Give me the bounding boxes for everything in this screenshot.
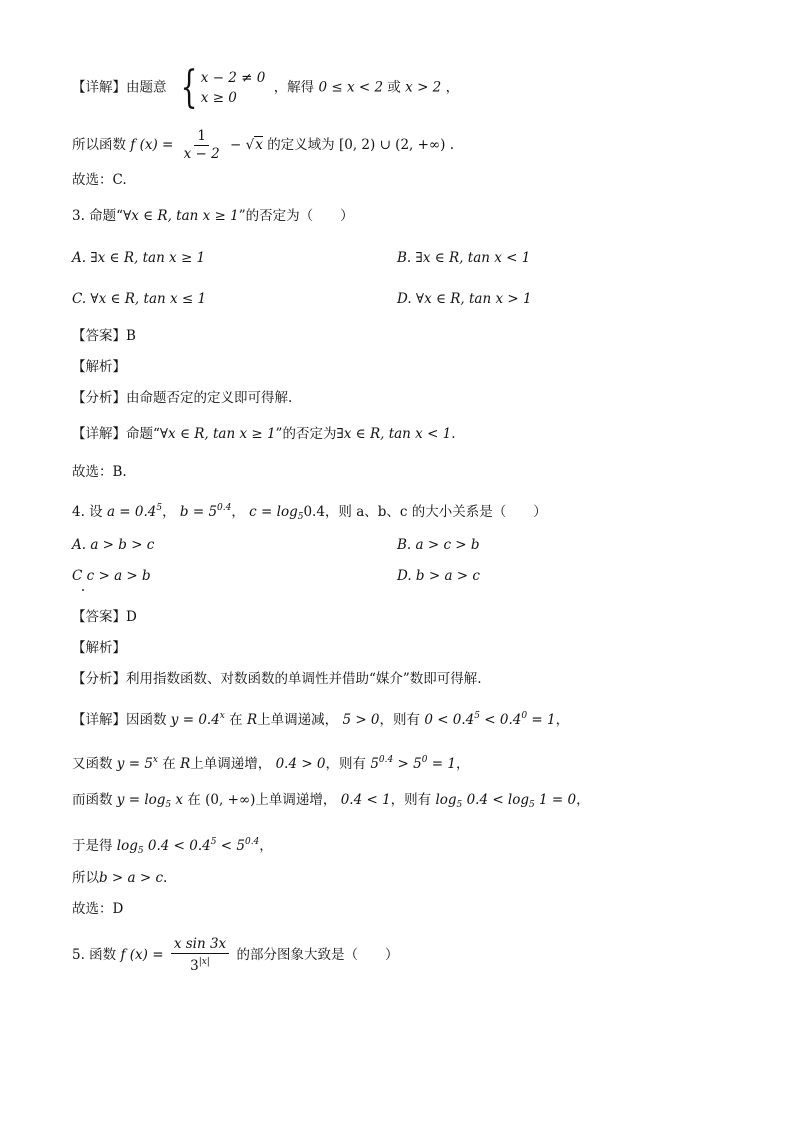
def-a: a = 0.4: [106, 504, 157, 520]
chain-part-3: < 5: [216, 838, 245, 854]
text-zai: 在: [162, 756, 176, 772]
text-decreasing: 上单调递减，: [257, 712, 339, 728]
result-exp-1: 0.4: [378, 755, 394, 765]
minus-sign: −: [230, 137, 242, 153]
chain-base: 5: [137, 846, 144, 856]
result-part-1: 5: [370, 756, 379, 772]
set-r: R: [180, 756, 191, 772]
option-a: A. ∃x ∈ R, tan x ≥ 1: [72, 250, 206, 266]
comma: ，: [231, 504, 245, 520]
log-func: y = log: [116, 792, 166, 808]
def-b: b = 5: [179, 504, 218, 520]
result-exp-2: 0: [521, 711, 528, 721]
question-4: [72, 498, 547, 527]
option-b: B. ∃x ∈ R, tan x < 1: [397, 250, 531, 266]
result-base-1: 5: [456, 800, 463, 810]
interval: (0, +∞): [205, 792, 256, 808]
question-3-prefix: 3. 命题“: [72, 208, 124, 224]
detail-line: [72, 424, 456, 444]
detail-prefix: 而函数: [72, 792, 113, 808]
fraction: [181, 128, 223, 163]
result-exp-1: 5: [474, 711, 480, 721]
exp-func-exponent: x: [219, 711, 225, 721]
exp-func-exponent: x: [152, 755, 158, 765]
denominator-exponent: |x|: [198, 957, 210, 967]
detail-math-2: ∃x ∈ R, tan x < 1: [336, 426, 452, 442]
analysis: 【分析】利用指数函数、对数函数的单调性并借助“媒介”数即可得解.: [72, 671, 482, 687]
def-c: c = log: [249, 504, 298, 520]
question-5-prefix: 5. 函数: [72, 947, 117, 963]
comma: ，: [576, 792, 590, 808]
detail-prefix: 【详解】因函数: [72, 712, 167, 728]
option-c: C c > a > b: [72, 568, 151, 584]
text-domain: 的定义域为: [267, 137, 335, 153]
text-zai: 在: [229, 712, 243, 728]
inequality-system: { x − 2 ≠ 0 x ≥ 0: [180, 62, 266, 113]
sqrt-argument: x: [255, 137, 263, 153]
solution-line-1: [72, 62, 460, 113]
text-increasing: 上单调递增，: [255, 792, 337, 808]
def-c-base: 5: [297, 512, 304, 522]
detail-line-1: [72, 706, 569, 730]
chain-exp-1: 5: [210, 837, 217, 847]
comma: ，: [162, 504, 176, 520]
question-3: [72, 206, 354, 226]
text-jiede: ，解得: [273, 79, 315, 96]
exp-func: y = 5: [116, 756, 153, 772]
text-zeyou: ，则有: [325, 756, 367, 772]
question-5-suffix: 的部分图象大致是（ ）: [236, 947, 399, 963]
chain-part-1: log: [116, 838, 138, 854]
comma: ，: [555, 712, 570, 728]
result-part-2: > 5: [393, 756, 422, 772]
def-b-exp: 0.4: [217, 503, 232, 513]
text-or: 或: [387, 79, 401, 96]
detail-line-2: [72, 750, 469, 774]
chain-part-2: 0.4 < 0.4: [143, 838, 211, 854]
square-root: √x: [245, 137, 263, 153]
detail-mid: ”的否定为: [275, 426, 337, 442]
question-4-suffix: ，则 a、b、c 的大小关系是（ ）: [324, 504, 547, 520]
solution-line-2: [72, 128, 454, 163]
result-part-2: 0.4 < log: [462, 792, 530, 808]
detail-line-5: [72, 868, 167, 888]
set-r: R: [246, 712, 258, 728]
detail-math-1: ∀x ∈ R, tan x ≥ 1: [159, 426, 276, 442]
detail-prefix: 所以: [72, 870, 99, 886]
period: .: [451, 426, 456, 442]
fraction-denominator: 3: [190, 958, 199, 974]
result-part-3: = 1: [527, 712, 556, 728]
chain-exp-2: 0.4: [244, 837, 260, 847]
condition: 5 > 0: [342, 712, 380, 728]
fraction: [171, 936, 229, 975]
detail-tag: 【详解】由题意: [72, 79, 167, 96]
condition: 0.4 > 0: [275, 756, 326, 772]
option-d: D. ∀x ∈ R, tan x > 1: [397, 291, 532, 307]
comma: ，: [259, 838, 273, 854]
analysis: 【分析】由命题否定的定义即可得解.: [72, 390, 293, 406]
choose-c: 故选：C.: [72, 172, 127, 188]
def-c-arg: 0.4: [303, 504, 325, 520]
result-part-2: < 0.4: [480, 712, 522, 728]
question-3-suffix: ”的否定为（ ）: [238, 208, 354, 224]
detail-prefix: 【详解】命题“: [72, 426, 160, 442]
function-lhs: f (x) =: [130, 137, 174, 153]
text-zeyou: ，则有: [390, 792, 432, 808]
jiexi-tag: 【解析】: [72, 640, 126, 656]
option-a: A. a > b > c: [72, 537, 155, 553]
def-a-exp: 5: [156, 503, 163, 513]
system-row-1: x − 2 ≠ 0: [200, 70, 266, 86]
math-range-1: 0 ≤ x < 2: [318, 79, 384, 96]
option-c: C. ∀x ∈ R, tan x ≤ 1: [72, 291, 207, 307]
result-part-1: log: [435, 792, 457, 808]
option-d: D. b > a > c: [397, 568, 480, 584]
question-3-math: ∀x ∈ R, tan x ≥ 1: [123, 208, 239, 224]
detail-line-4: [72, 832, 273, 861]
log-arg: x: [171, 792, 184, 808]
domain-set: [0, 2) ∪ (2, +∞): [338, 137, 446, 153]
result-part-1: 0 < 0.4: [424, 712, 475, 728]
stray-dot: [82, 589, 84, 591]
condition: 0.4 < 1: [340, 792, 391, 808]
question-4-prefix: 4. 设: [72, 504, 103, 520]
detail-line-3: [72, 790, 590, 815]
result-part-3: = 1: [427, 756, 456, 772]
function-lhs: f (x) =: [120, 947, 164, 963]
exp-func: y = 0.4: [170, 712, 220, 728]
choose-d: 故选：D: [72, 901, 124, 917]
period: .: [163, 870, 168, 886]
period: .: [449, 137, 455, 153]
result-base-2: 5: [529, 800, 535, 810]
answer-tag: 【答案】B: [72, 328, 136, 344]
choose-b: 故选：B.: [72, 464, 127, 480]
text-zeyou: ，则有: [379, 712, 421, 728]
conclusion-math: b > a > c: [99, 870, 164, 886]
question-5: [72, 936, 398, 975]
result-part-3: 1 = 0: [534, 792, 577, 808]
fraction-numerator: 1: [194, 128, 209, 146]
comma: ，: [445, 79, 460, 96]
comma: ，: [455, 756, 470, 772]
jiexi-tag: 【解析】: [72, 359, 126, 375]
system-row-2: x ≥ 0: [200, 90, 237, 106]
result-exp-2: 0: [421, 755, 428, 765]
fraction-numerator: x sin 3x: [171, 936, 229, 954]
detail-prefix: 又函数: [72, 756, 113, 772]
answer-tag: 【答案】D: [72, 609, 137, 625]
text-increasing: 上单调递增，: [190, 756, 272, 772]
log-base: 5: [165, 800, 172, 810]
fraction-denominator: x − 2: [183, 146, 220, 162]
option-b: B. a > c > b: [397, 537, 480, 553]
detail-prefix: 于是得: [72, 838, 113, 854]
math-range-2: x > 2: [405, 79, 442, 96]
text-zai: 在: [187, 792, 201, 808]
text-suoyi: 所以函数: [72, 137, 126, 153]
